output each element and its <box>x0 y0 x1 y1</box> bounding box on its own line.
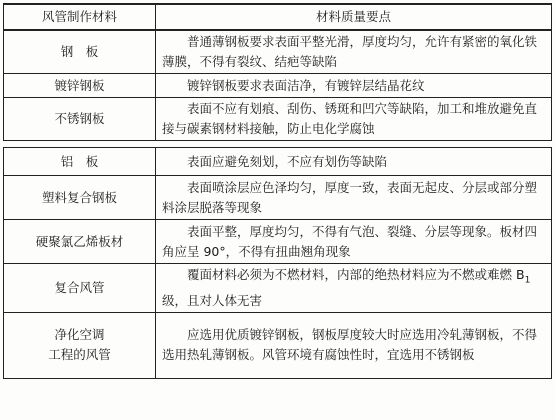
material-cell: 净化空调 工程的风管 <box>4 312 156 378</box>
description-text: 级，且对人体无害 <box>162 292 263 308</box>
table-row <box>4 30 552 74</box>
description-cell: 应选用优质镀锌钢板，钢板厚度较大时应选用冷轧薄钢板，不得选用热轧薄钢板。风管环境有腐蚀性时，宜选用不锈钢板 <box>156 312 552 378</box>
description-cell: 镀锌钢板要求表面洁净，有镀锌层结晶花纹 <box>156 74 552 98</box>
table-row <box>4 74 552 98</box>
subscript-grade: 1 <box>524 275 531 286</box>
material-cell: 铝 板 <box>4 148 156 176</box>
header-material: 风管制作材料 <box>4 4 156 30</box>
row-gap <box>4 141 552 148</box>
table-row <box>4 220 552 264</box>
gap-cell <box>156 141 552 148</box>
material-cell: 镀锌钢板 <box>4 74 156 98</box>
header-quality-points: 材料质量要点 <box>156 4 552 30</box>
material-cell: 不锈钢板 <box>4 98 156 141</box>
table-header <box>4 4 552 30</box>
description-text: 覆面材料必须为不燃材料，内部的绝热材料应为不燃或难燃 B <box>187 267 525 282</box>
material-quality-table <box>3 3 552 379</box>
material-cell: 复合风管 <box>4 264 156 313</box>
gap-cell <box>4 141 156 148</box>
description-cell <box>156 264 552 313</box>
description-cell: 表面平整，厚度均匀，不得有气泡、裂缝、分层等现象。板材四角应呈 90°，不得有扭曲翘角现象 <box>156 220 552 264</box>
description-cell: 表面应避免刻划，不应有划伤等缺陷 <box>156 148 552 176</box>
table-row <box>4 98 552 141</box>
description-cell: 普通薄钢板要求表面平整光滑，厚度均匀，允许有紧密的氧化铁薄膜，不得有裂纹、结疤等缺陷 <box>156 30 552 74</box>
description-cell: 表面喷涂层应色泽均匀，厚度一致，表面无起皮、分层或部分塑料涂层脱落等现象 <box>156 176 552 220</box>
table-row <box>4 148 552 176</box>
material-cell: 钢 板 <box>4 30 156 74</box>
material-cell: 硬聚氯乙烯板材 <box>4 220 156 264</box>
material-cell: 塑料复合钢板 <box>4 176 156 220</box>
table-row <box>4 264 552 313</box>
header-row <box>4 4 552 30</box>
table-row <box>4 312 552 378</box>
table-body <box>4 30 552 378</box>
table-row <box>4 176 552 220</box>
description-cell: 表面不应有划痕、刮伤、锈斑和凹穴等缺陷，加工和堆放避免直接与碳素钢材料接触，防止电化学腐蚀 <box>156 98 552 141</box>
